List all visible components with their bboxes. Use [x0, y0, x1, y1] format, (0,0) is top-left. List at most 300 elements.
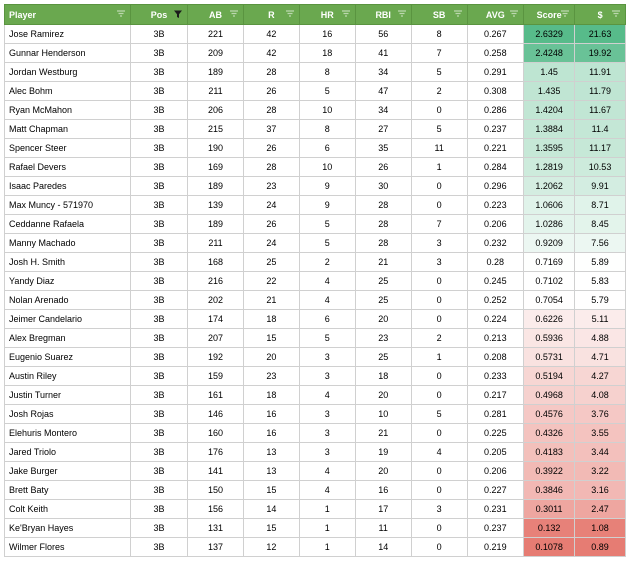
cell-sb[interactable]: 7: [411, 215, 467, 234]
cell-hr[interactable]: 3: [299, 405, 355, 424]
cell-hr[interactable]: 3: [299, 443, 355, 462]
cell-player[interactable]: Justin Turner: [5, 386, 131, 405]
table-row[interactable]: [5, 443, 626, 462]
cell-sb[interactable]: 0: [411, 481, 467, 500]
cell-player[interactable]: Colt Keith: [5, 500, 131, 519]
cell-player[interactable]: Jeimer Candelario: [5, 310, 131, 329]
cell-player[interactable]: Isaac Paredes: [5, 177, 131, 196]
cell-rbi[interactable]: 25: [355, 272, 411, 291]
table-row[interactable]: [5, 329, 626, 348]
filter-icon[interactable]: [229, 9, 239, 19]
table-row[interactable]: [5, 215, 626, 234]
cell-sb[interactable]: 5: [411, 405, 467, 424]
table-row[interactable]: [5, 424, 626, 443]
cell-pos[interactable]: 3B: [130, 424, 187, 443]
filter-icon[interactable]: [453, 9, 463, 19]
cell-hr[interactable]: 2: [299, 253, 355, 272]
cell-score[interactable]: 1.4204: [524, 101, 575, 120]
filter-icon[interactable]: [116, 9, 126, 19]
cell-rbi[interactable]: 26: [355, 158, 411, 177]
table-row[interactable]: [5, 519, 626, 538]
cell-hr[interactable]: 6: [299, 310, 355, 329]
cell-r[interactable]: 18: [244, 386, 300, 405]
cell-sb[interactable]: 2: [411, 82, 467, 101]
cell-ab[interactable]: 189: [188, 215, 244, 234]
cell-dollars[interactable]: 8.71: [575, 196, 626, 215]
table-row[interactable]: [5, 481, 626, 500]
filter-active-icon[interactable]: [173, 9, 183, 19]
table-row[interactable]: [5, 139, 626, 158]
cell-score[interactable]: 2.4248: [524, 44, 575, 63]
cell-ab[interactable]: 174: [188, 310, 244, 329]
cell-ab[interactable]: 207: [188, 329, 244, 348]
cell-score[interactable]: 1.0286: [524, 215, 575, 234]
column-header-sb[interactable]: [411, 5, 467, 25]
cell-score[interactable]: 0.132: [524, 519, 575, 538]
cell-rbi[interactable]: 30: [355, 177, 411, 196]
cell-rbi[interactable]: 28: [355, 215, 411, 234]
cell-r[interactable]: 21: [244, 291, 300, 310]
cell-sb[interactable]: 0: [411, 177, 467, 196]
cell-avg[interactable]: 0.217: [467, 386, 523, 405]
cell-pos[interactable]: 3B: [130, 158, 187, 177]
cell-pos[interactable]: 3B: [130, 462, 187, 481]
cell-hr[interactable]: 4: [299, 272, 355, 291]
cell-sb[interactable]: 0: [411, 519, 467, 538]
cell-dollars[interactable]: 5.83: [575, 272, 626, 291]
cell-ab[interactable]: 159: [188, 367, 244, 386]
cell-player[interactable]: Jordan Westburg: [5, 63, 131, 82]
cell-avg[interactable]: 0.308: [467, 82, 523, 101]
table-row[interactable]: [5, 348, 626, 367]
cell-ab[interactable]: 192: [188, 348, 244, 367]
cell-rbi[interactable]: 28: [355, 196, 411, 215]
cell-hr[interactable]: 3: [299, 348, 355, 367]
cell-score[interactable]: 0.9209: [524, 234, 575, 253]
cell-pos[interactable]: 3B: [130, 386, 187, 405]
cell-score[interactable]: 1.435: [524, 82, 575, 101]
cell-rbi[interactable]: 17: [355, 500, 411, 519]
cell-dollars[interactable]: 3.55: [575, 424, 626, 443]
column-header-ab[interactable]: [188, 5, 244, 25]
cell-hr[interactable]: 4: [299, 291, 355, 310]
table-row[interactable]: [5, 234, 626, 253]
cell-player[interactable]: Yandy Diaz: [5, 272, 131, 291]
cell-dollars[interactable]: 5.89: [575, 253, 626, 272]
cell-dollars[interactable]: 21.63: [575, 25, 626, 44]
cell-sb[interactable]: 0: [411, 462, 467, 481]
cell-r[interactable]: 15: [244, 519, 300, 538]
cell-ab[interactable]: 168: [188, 253, 244, 272]
cell-ab[interactable]: 202: [188, 291, 244, 310]
cell-sb[interactable]: 8: [411, 25, 467, 44]
cell-r[interactable]: 20: [244, 348, 300, 367]
cell-sb[interactable]: 0: [411, 272, 467, 291]
cell-r[interactable]: 18: [244, 310, 300, 329]
table-row[interactable]: [5, 272, 626, 291]
cell-player[interactable]: Jose Ramirez: [5, 25, 131, 44]
cell-dollars[interactable]: 4.27: [575, 367, 626, 386]
cell-r[interactable]: 26: [244, 215, 300, 234]
table-row[interactable]: [5, 367, 626, 386]
cell-score[interactable]: 0.6226: [524, 310, 575, 329]
cell-dollars[interactable]: 3.44: [575, 443, 626, 462]
cell-player[interactable]: Eugenio Suarez: [5, 348, 131, 367]
cell-player[interactable]: Spencer Steer: [5, 139, 131, 158]
cell-dollars[interactable]: 4.08: [575, 386, 626, 405]
filter-icon[interactable]: [611, 9, 621, 19]
cell-sb[interactable]: 0: [411, 310, 467, 329]
cell-sb[interactable]: 4: [411, 443, 467, 462]
cell-dollars[interactable]: 19.92: [575, 44, 626, 63]
cell-ab[interactable]: 215: [188, 120, 244, 139]
cell-dollars[interactable]: 0.89: [575, 538, 626, 557]
cell-pos[interactable]: 3B: [130, 44, 187, 63]
cell-pos[interactable]: 3B: [130, 443, 187, 462]
cell-r[interactable]: 24: [244, 196, 300, 215]
cell-avg[interactable]: 0.237: [467, 120, 523, 139]
cell-player[interactable]: Nolan Arenado: [5, 291, 131, 310]
table-row[interactable]: [5, 82, 626, 101]
cell-dollars[interactable]: 11.4: [575, 120, 626, 139]
cell-ab[interactable]: 131: [188, 519, 244, 538]
cell-hr[interactable]: 18: [299, 44, 355, 63]
cell-score[interactable]: 0.4183: [524, 443, 575, 462]
column-header-player[interactable]: [5, 5, 131, 25]
cell-sb[interactable]: 1: [411, 348, 467, 367]
table-row[interactable]: [5, 291, 626, 310]
cell-sb[interactable]: 5: [411, 120, 467, 139]
cell-avg[interactable]: 0.281: [467, 405, 523, 424]
cell-ab[interactable]: 211: [188, 234, 244, 253]
cell-sb[interactable]: 7: [411, 44, 467, 63]
cell-r[interactable]: 25: [244, 253, 300, 272]
cell-score[interactable]: 0.4326: [524, 424, 575, 443]
cell-avg[interactable]: 0.233: [467, 367, 523, 386]
cell-hr[interactable]: 5: [299, 215, 355, 234]
cell-ab[interactable]: 209: [188, 44, 244, 63]
cell-ab[interactable]: 216: [188, 272, 244, 291]
cell-rbi[interactable]: 16: [355, 481, 411, 500]
cell-score[interactable]: 0.7102: [524, 272, 575, 291]
cell-ab[interactable]: 160: [188, 424, 244, 443]
cell-score[interactable]: 0.5731: [524, 348, 575, 367]
cell-sb[interactable]: 1: [411, 158, 467, 177]
table-row[interactable]: [5, 25, 626, 44]
cell-score[interactable]: 1.2819: [524, 158, 575, 177]
cell-r[interactable]: 15: [244, 329, 300, 348]
cell-hr[interactable]: 4: [299, 386, 355, 405]
cell-ab[interactable]: 137: [188, 538, 244, 557]
cell-rbi[interactable]: 21: [355, 424, 411, 443]
cell-avg[interactable]: 0.237: [467, 519, 523, 538]
cell-score[interactable]: 0.3011: [524, 500, 575, 519]
cell-score[interactable]: 0.1078: [524, 538, 575, 557]
cell-ab[interactable]: 190: [188, 139, 244, 158]
cell-dollars[interactable]: 11.91: [575, 63, 626, 82]
cell-dollars[interactable]: 4.88: [575, 329, 626, 348]
cell-pos[interactable]: 3B: [130, 177, 187, 196]
cell-dollars[interactable]: 2.47: [575, 500, 626, 519]
cell-player[interactable]: Max Muncy - 571970: [5, 196, 131, 215]
table-row[interactable]: [5, 158, 626, 177]
column-header-score[interactable]: [524, 5, 575, 25]
cell-pos[interactable]: 3B: [130, 82, 187, 101]
cell-dollars[interactable]: 10.53: [575, 158, 626, 177]
cell-sb[interactable]: 3: [411, 253, 467, 272]
cell-avg[interactable]: 0.267: [467, 25, 523, 44]
cell-score[interactable]: 2.6329: [524, 25, 575, 44]
cell-hr[interactable]: 3: [299, 424, 355, 443]
cell-player[interactable]: Rafael Devers: [5, 158, 131, 177]
cell-hr[interactable]: 10: [299, 101, 355, 120]
cell-score[interactable]: 0.7054: [524, 291, 575, 310]
cell-ab[interactable]: 189: [188, 63, 244, 82]
cell-avg[interactable]: 0.252: [467, 291, 523, 310]
cell-score[interactable]: 1.0606: [524, 196, 575, 215]
table-row[interactable]: [5, 405, 626, 424]
cell-pos[interactable]: 3B: [130, 196, 187, 215]
cell-dollars[interactable]: 9.91: [575, 177, 626, 196]
cell-rbi[interactable]: 23: [355, 329, 411, 348]
cell-rbi[interactable]: 34: [355, 63, 411, 82]
cell-avg[interactable]: 0.291: [467, 63, 523, 82]
cell-dollars[interactable]: 8.45: [575, 215, 626, 234]
cell-score[interactable]: 0.7169: [524, 253, 575, 272]
table-row[interactable]: [5, 196, 626, 215]
table-row[interactable]: [5, 462, 626, 481]
table-row[interactable]: [5, 386, 626, 405]
cell-sb[interactable]: 3: [411, 234, 467, 253]
cell-pos[interactable]: 3B: [130, 500, 187, 519]
cell-dollars[interactable]: 3.16: [575, 481, 626, 500]
cell-avg[interactable]: 0.206: [467, 462, 523, 481]
cell-player[interactable]: Brett Baty: [5, 481, 131, 500]
cell-rbi[interactable]: 28: [355, 234, 411, 253]
cell-rbi[interactable]: 27: [355, 120, 411, 139]
cell-r[interactable]: 37: [244, 120, 300, 139]
cell-sb[interactable]: 0: [411, 424, 467, 443]
cell-hr[interactable]: 6: [299, 139, 355, 158]
cell-pos[interactable]: 3B: [130, 272, 187, 291]
cell-r[interactable]: 26: [244, 82, 300, 101]
cell-player[interactable]: Josh Rojas: [5, 405, 131, 424]
cell-rbi[interactable]: 47: [355, 82, 411, 101]
cell-r[interactable]: 42: [244, 44, 300, 63]
cell-hr[interactable]: 5: [299, 82, 355, 101]
cell-rbi[interactable]: 34: [355, 101, 411, 120]
cell-avg[interactable]: 0.221: [467, 139, 523, 158]
cell-dollars[interactable]: 7.56: [575, 234, 626, 253]
cell-pos[interactable]: 3B: [130, 101, 187, 120]
cell-score[interactable]: 1.3595: [524, 139, 575, 158]
cell-rbi[interactable]: 56: [355, 25, 411, 44]
cell-avg[interactable]: 0.286: [467, 101, 523, 120]
cell-hr[interactable]: 4: [299, 462, 355, 481]
cell-rbi[interactable]: 25: [355, 291, 411, 310]
cell-score[interactable]: 0.4968: [524, 386, 575, 405]
cell-r[interactable]: 13: [244, 443, 300, 462]
cell-sb[interactable]: 0: [411, 101, 467, 120]
cell-rbi[interactable]: 20: [355, 310, 411, 329]
cell-r[interactable]: 28: [244, 101, 300, 120]
cell-rbi[interactable]: 14: [355, 538, 411, 557]
table-row[interactable]: [5, 44, 626, 63]
cell-avg[interactable]: 0.223: [467, 196, 523, 215]
cell-sb[interactable]: 11: [411, 139, 467, 158]
cell-pos[interactable]: 3B: [130, 481, 187, 500]
cell-avg[interactable]: 0.219: [467, 538, 523, 557]
cell-pos[interactable]: 3B: [130, 63, 187, 82]
cell-r[interactable]: 15: [244, 481, 300, 500]
cell-player[interactable]: Matt Chapman: [5, 120, 131, 139]
cell-ab[interactable]: 206: [188, 101, 244, 120]
cell-r[interactable]: 28: [244, 63, 300, 82]
cell-dollars[interactable]: 11.79: [575, 82, 626, 101]
cell-hr[interactable]: 3: [299, 367, 355, 386]
cell-ab[interactable]: 169: [188, 158, 244, 177]
cell-r[interactable]: 13: [244, 462, 300, 481]
cell-ab[interactable]: 221: [188, 25, 244, 44]
cell-hr[interactable]: 8: [299, 63, 355, 82]
cell-rbi[interactable]: 21: [355, 253, 411, 272]
table-row[interactable]: [5, 253, 626, 272]
column-header-pos[interactable]: [130, 5, 187, 25]
cell-ab[interactable]: 146: [188, 405, 244, 424]
cell-pos[interactable]: 3B: [130, 120, 187, 139]
cell-hr[interactable]: 4: [299, 481, 355, 500]
cell-score[interactable]: 1.3884: [524, 120, 575, 139]
cell-rbi[interactable]: 20: [355, 386, 411, 405]
cell-pos[interactable]: 3B: [130, 348, 187, 367]
cell-avg[interactable]: 0.232: [467, 234, 523, 253]
cell-sb[interactable]: 0: [411, 367, 467, 386]
cell-rbi[interactable]: 41: [355, 44, 411, 63]
cell-hr[interactable]: 8: [299, 120, 355, 139]
table-row[interactable]: [5, 101, 626, 120]
cell-sb[interactable]: 0: [411, 386, 467, 405]
cell-ab[interactable]: 150: [188, 481, 244, 500]
cell-ab[interactable]: 156: [188, 500, 244, 519]
cell-hr[interactable]: 1: [299, 500, 355, 519]
cell-score[interactable]: 0.3846: [524, 481, 575, 500]
cell-r[interactable]: 23: [244, 177, 300, 196]
cell-rbi[interactable]: 11: [355, 519, 411, 538]
table-row[interactable]: [5, 538, 626, 557]
cell-player[interactable]: Ke'Bryan Hayes: [5, 519, 131, 538]
cell-dollars[interactable]: 3.76: [575, 405, 626, 424]
cell-r[interactable]: 26: [244, 139, 300, 158]
cell-hr[interactable]: 1: [299, 538, 355, 557]
cell-sb[interactable]: 0: [411, 291, 467, 310]
cell-dollars[interactable]: 11.67: [575, 101, 626, 120]
cell-score[interactable]: 1.2062: [524, 177, 575, 196]
cell-hr[interactable]: 5: [299, 329, 355, 348]
cell-player[interactable]: Josh H. Smith: [5, 253, 131, 272]
cell-hr[interactable]: 9: [299, 177, 355, 196]
cell-dollars[interactable]: 5.79: [575, 291, 626, 310]
cell-r[interactable]: 16: [244, 405, 300, 424]
cell-ab[interactable]: 139: [188, 196, 244, 215]
cell-sb[interactable]: 0: [411, 196, 467, 215]
cell-avg[interactable]: 0.227: [467, 481, 523, 500]
filter-icon[interactable]: [509, 9, 519, 19]
cell-sb[interactable]: 3: [411, 500, 467, 519]
cell-ab[interactable]: 211: [188, 82, 244, 101]
cell-hr[interactable]: 5: [299, 234, 355, 253]
cell-pos[interactable]: 3B: [130, 215, 187, 234]
column-header-avg[interactable]: [467, 5, 523, 25]
cell-pos[interactable]: 3B: [130, 519, 187, 538]
cell-sb[interactable]: 0: [411, 538, 467, 557]
cell-pos[interactable]: 3B: [130, 234, 187, 253]
cell-r[interactable]: 16: [244, 424, 300, 443]
cell-player[interactable]: Elehuris Montero: [5, 424, 131, 443]
cell-ab[interactable]: 161: [188, 386, 244, 405]
cell-avg[interactable]: 0.208: [467, 348, 523, 367]
cell-avg[interactable]: 0.296: [467, 177, 523, 196]
cell-ab[interactable]: 189: [188, 177, 244, 196]
filter-icon[interactable]: [560, 9, 570, 19]
cell-avg[interactable]: 0.231: [467, 500, 523, 519]
cell-r[interactable]: 24: [244, 234, 300, 253]
table-row[interactable]: [5, 63, 626, 82]
cell-player[interactable]: Ryan McMahon: [5, 101, 131, 120]
cell-sb[interactable]: 5: [411, 63, 467, 82]
cell-hr[interactable]: 9: [299, 196, 355, 215]
column-header-hr[interactable]: [299, 5, 355, 25]
cell-r[interactable]: 28: [244, 158, 300, 177]
column-header-rbi[interactable]: [355, 5, 411, 25]
cell-dollars[interactable]: 4.71: [575, 348, 626, 367]
cell-rbi[interactable]: 20: [355, 462, 411, 481]
cell-avg[interactable]: 0.28: [467, 253, 523, 272]
cell-rbi[interactable]: 35: [355, 139, 411, 158]
table-row[interactable]: [5, 500, 626, 519]
cell-avg[interactable]: 0.206: [467, 215, 523, 234]
cell-dollars[interactable]: 3.22: [575, 462, 626, 481]
cell-pos[interactable]: 3B: [130, 367, 187, 386]
column-header-dollars[interactable]: [575, 5, 626, 25]
table-row[interactable]: [5, 310, 626, 329]
cell-rbi[interactable]: 10: [355, 405, 411, 424]
cell-hr[interactable]: 16: [299, 25, 355, 44]
cell-rbi[interactable]: 25: [355, 348, 411, 367]
cell-player[interactable]: Jake Burger: [5, 462, 131, 481]
column-header-r[interactable]: [244, 5, 300, 25]
cell-player[interactable]: Manny Machado: [5, 234, 131, 253]
cell-avg[interactable]: 0.205: [467, 443, 523, 462]
cell-player[interactable]: Austin Riley: [5, 367, 131, 386]
cell-pos[interactable]: 3B: [130, 139, 187, 158]
cell-player[interactable]: Alec Bohm: [5, 82, 131, 101]
cell-r[interactable]: 14: [244, 500, 300, 519]
cell-avg[interactable]: 0.258: [467, 44, 523, 63]
cell-player[interactable]: Wilmer Flores: [5, 538, 131, 557]
cell-score[interactable]: 1.45: [524, 63, 575, 82]
cell-pos[interactable]: 3B: [130, 310, 187, 329]
table-row[interactable]: [5, 177, 626, 196]
cell-dollars[interactable]: 1.08: [575, 519, 626, 538]
cell-avg[interactable]: 0.224: [467, 310, 523, 329]
cell-score[interactable]: 0.4576: [524, 405, 575, 424]
cell-pos[interactable]: 3B: [130, 538, 187, 557]
filter-icon[interactable]: [397, 9, 407, 19]
cell-dollars[interactable]: 11.17: [575, 139, 626, 158]
cell-pos[interactable]: 3B: [130, 329, 187, 348]
cell-pos[interactable]: 3B: [130, 291, 187, 310]
cell-r[interactable]: 23: [244, 367, 300, 386]
